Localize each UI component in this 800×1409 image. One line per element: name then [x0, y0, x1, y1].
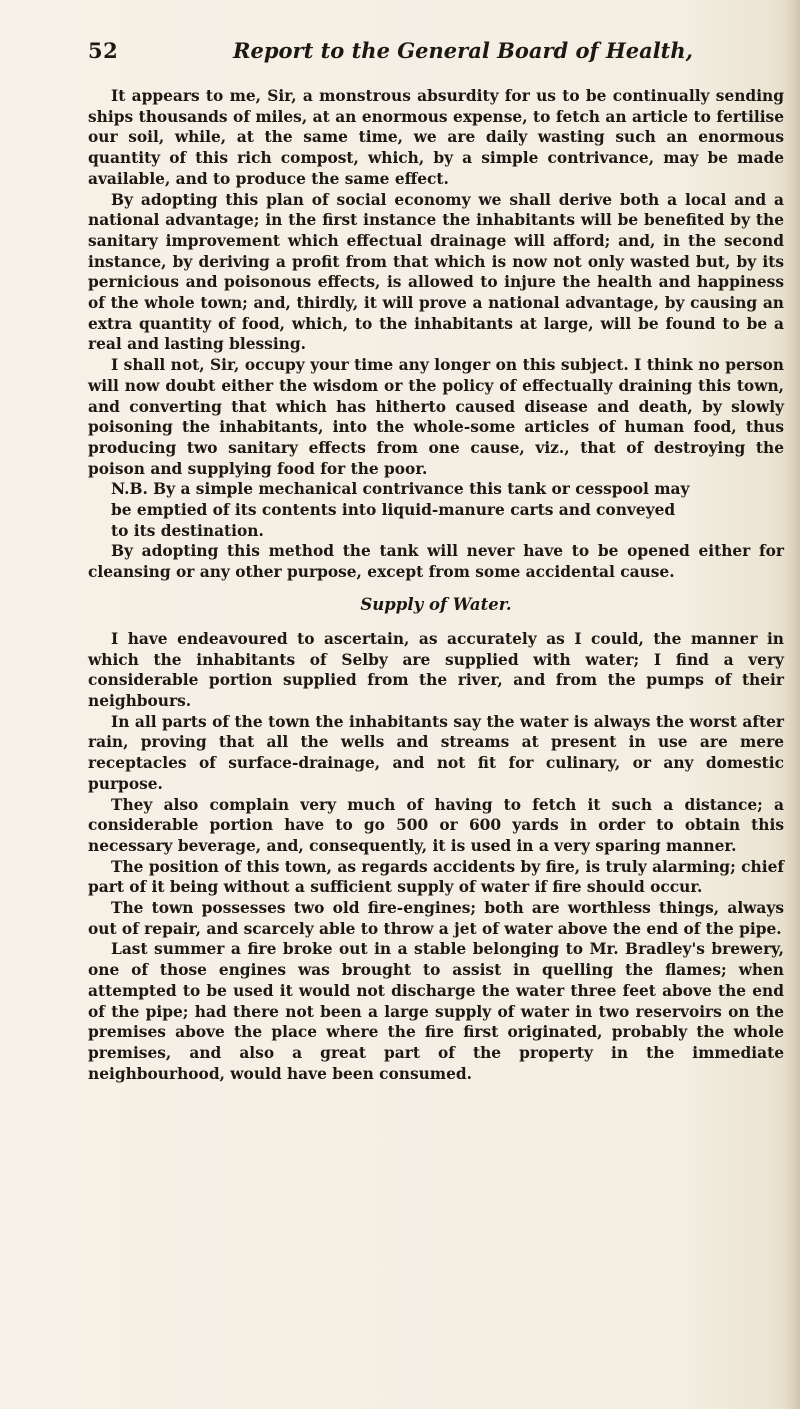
paragraph-fire-risk: The position of this town, as regards accidents by fire, is truly alarming; chief part of it being without a sufficient supply of water if fire should occur.	[88, 857, 784, 897]
paragraph-conclusion: I shall not, Sir, occupy your time any longer on this subject. I think no person will now doubt either the wisdom or the policy of effectually draining this town, and converting that which has hitherto caused disease and death, by slowly poisoning the inhabitants, into the whole-some articles of human food, thus producing two sanitary effects from one cause, viz., that of destroying the poison and supplying food for the poor.	[88, 356, 784, 478]
paragraph-brewery-fire: Last summer a fire broke out in a stable belonging to Mr. Bradley's brewery, one of those engines was brought to assist in quelling the flames; when attempted to be used it would not discharge the water three feet above the end of the pipe; had there not been a large supply of water in two reservoirs on the premises above the place where the fire first originated, probably the whole premises, and also a great part of the property in the immediate neighbourhood, would have been consumed.	[88, 940, 784, 1083]
running-head: Report to the General Board of Health,	[233, 38, 693, 63]
paragraph-water-after-rain: In all parts of the town the inhabitants say the water is always the worst after rain, proving that all the wells and streams at present in use are mere receptacles of surface-drainage, and not fit for culinary, or any domestic purpose.	[88, 712, 784, 793]
nb-note-line: be emptied of its contents into liquid-manure carts and conveyed	[111, 501, 676, 520]
paragraph-water-distance: They also complain very much of having to fetch it such a distance; a considerable portion have to go 500 or 600 yards in order to obtain this necessary beverage, and, consequently, it is used in a very sparing manner.	[88, 795, 784, 855]
paragraph-social-economy: By adopting this plan of social economy we shall derive both a local and a national advantage; in the first instance the inhabitants will be benefited by the sanitary improvement which effectual drainage will afford; and, in the second instance, by deriving a profit from that which is now not only wasted but, by its pernicious and poisonous effects, is allowed to injure the health and happiness of the whole town; and, thirdly, it will prove a national advantage, by causing an extra quantity of food, which, to the inhabitants at large, will be found to be a real and lasting blessing.	[88, 190, 784, 354]
paragraph-tank-method: By adopting this method the tank will never have to be opened either for cleansing or any other purpose, except from some accidental cause.	[88, 542, 784, 582]
nb-note-line: N.B. By a simple mechanical contrivance this tank or cesspool may	[111, 480, 690, 499]
nb-note	[111, 479, 784, 541]
page-number: 52	[88, 38, 119, 63]
page-edge-shadow	[786, 0, 800, 1409]
body-text	[88, 86, 784, 1084]
paragraph-absurdity: It appears to me, Sir, a monstrous absurdity for us to be continually sending ships thousands of miles, at an enormous expense, to fetch an article to fertilise our soil, while, at the same time, we are daily wasting such an enormous quantity of this rich compost, which, by a simple contrivance, may be made available, and to produce the same effect.	[88, 87, 784, 188]
paragraph-fire-engines: The town possesses two old fire-engines; both are worthless things, always out of repair, and scarcely able to throw a jet of water above the end of the pipe.	[88, 899, 784, 938]
section-heading-supply-of-water: Supply of Water.	[360, 594, 512, 614]
nb-note-line: to its destination.	[111, 521, 264, 540]
paragraph-water-sources: I have endeavoured to ascertain, as accurately as I could, the manner in which the inhabitants of Selby are supplied with water; I find a very considerable portion supplied from the river, and from the pumps of their neighbours.	[88, 629, 784, 710]
page-header	[88, 38, 788, 72]
